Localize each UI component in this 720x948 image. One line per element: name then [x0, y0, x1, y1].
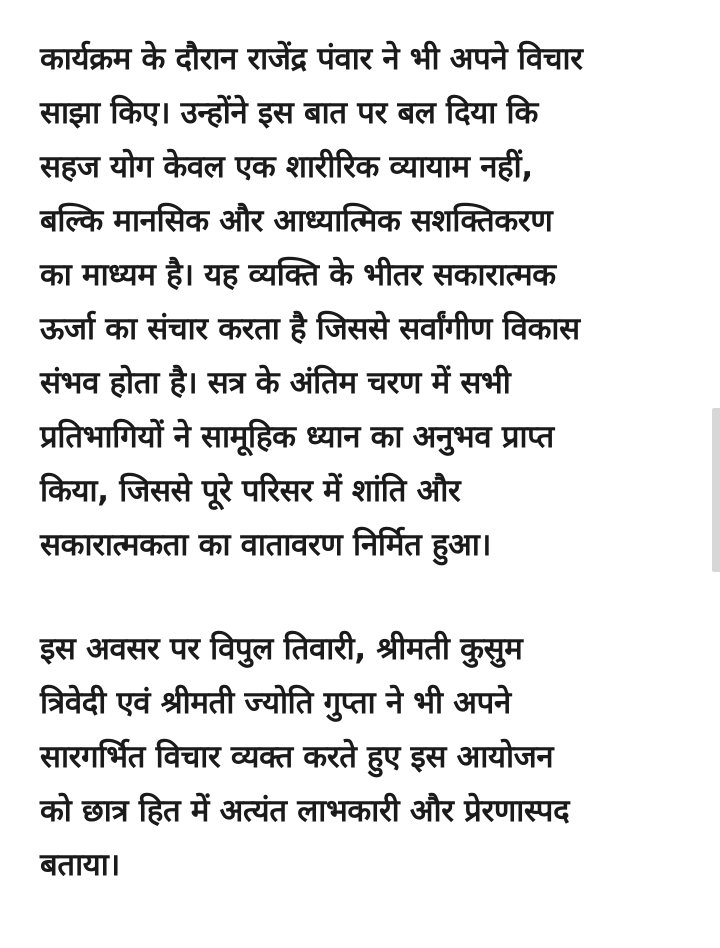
- text-line: बल्कि मानसिक और आध्यात्मिक सशक्तिकरण: [40, 203, 553, 239]
- text-line: इस अवसर पर विपुल तिवारी, श्रीमती कुसुम: [40, 631, 523, 667]
- vertical-scrollbar[interactable]: [706, 0, 720, 948]
- article-body: [40, 32, 680, 892]
- text-line: ऊर्जा का संचार करता है जिससे सर्वांगीण विकास: [40, 311, 580, 347]
- text-line: साझा किए। उन्होंने इस बात पर बल दिया कि: [40, 95, 538, 131]
- text-line: सकारात्मकता का वातावरण निर्मित हुआ।: [40, 527, 492, 563]
- paragraph-2: [40, 622, 680, 892]
- scrollbar-thumb[interactable]: [712, 408, 720, 572]
- text-line: सारगर्भित विचार व्यक्त करते हुए इस आयोजन: [40, 739, 554, 775]
- text-line: का माध्यम है। यह व्यक्ति के भीतर सकारात्मक: [40, 257, 556, 293]
- paragraph-spacer: [40, 572, 680, 622]
- text-line: त्रिवेदी एवं श्रीमती ज्योति गुप्ता ने भी अपने: [40, 685, 511, 721]
- text-line: संभव होता है। सत्र के अंतिम चरण में सभी: [40, 365, 511, 401]
- text-line: प्रतिभागियों ने सामूहिक ध्यान का अनुभव प्राप्त: [40, 419, 554, 455]
- text-line: को छात्र हित में अत्यंत लाभकारी और प्रेरणास्पद: [40, 793, 570, 829]
- text-line: किया, जिससे पूरे परिसर में शांति और: [40, 473, 461, 509]
- text-line: कार्यक्रम के दौरान राजेंद्र पंवार ने भी अपने विचार: [40, 41, 583, 77]
- text-line: सहज योग केवल एक शारीरिक व्यायाम नहीं,: [40, 149, 533, 185]
- paragraph-1: [40, 32, 680, 572]
- text-line: बताया।: [40, 847, 120, 883]
